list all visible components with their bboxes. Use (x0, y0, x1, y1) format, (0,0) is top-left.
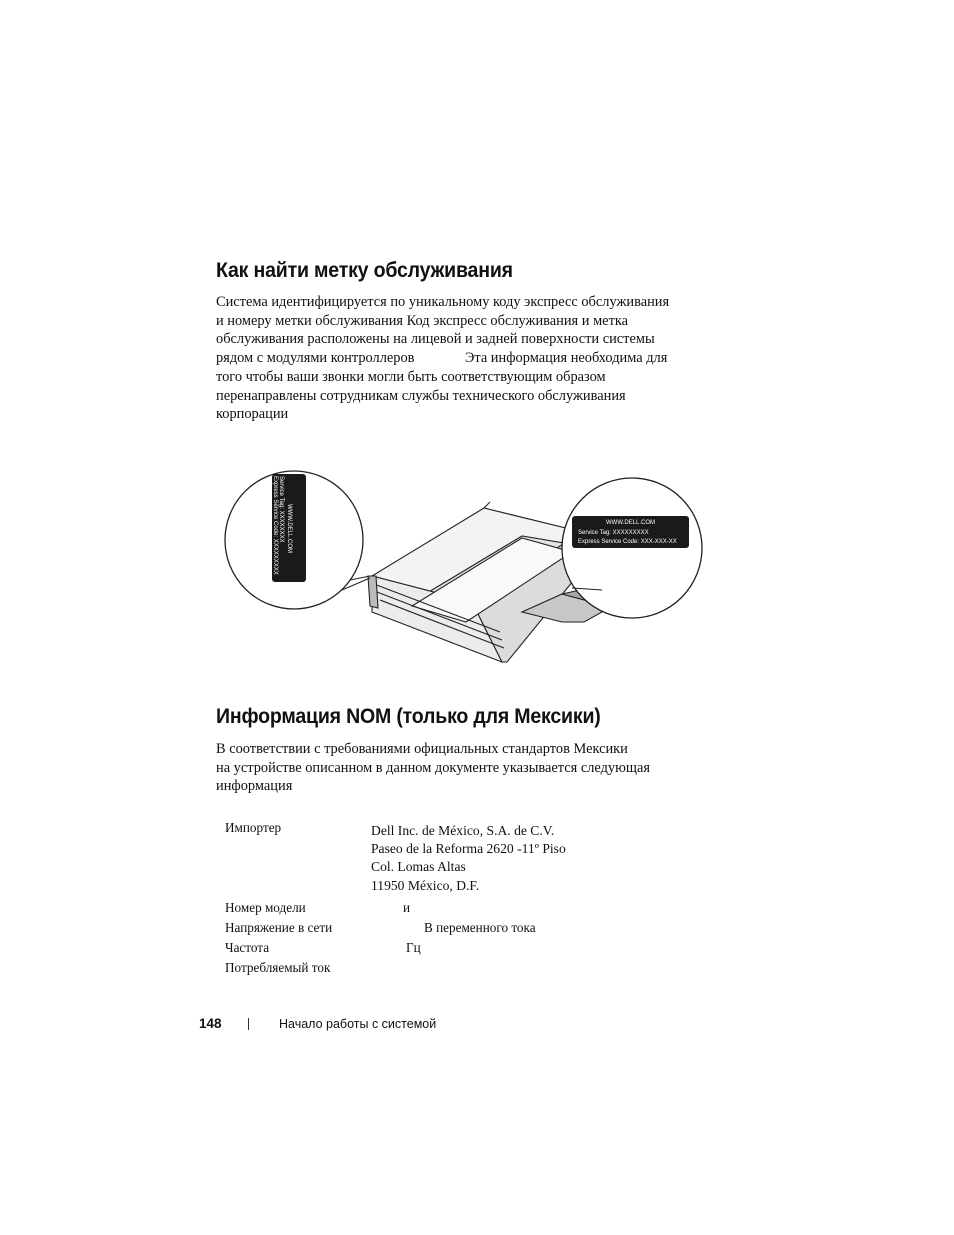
right-label-url: WWW.DELL.COM (606, 520, 655, 526)
importer-address-line: Paseo de la Reforma 2620 -11º Piso (371, 841, 566, 857)
frequency-label: Частота (225, 940, 270, 955)
paragraph-line: корпорации (216, 406, 289, 423)
section-heading-nom: Информация NOM (только для Мексики) (216, 705, 601, 728)
paragraph-line: информация (216, 778, 293, 795)
paragraph-line: В соответствии с требованиями официальных стандартов Мексики (216, 741, 628, 757)
importer-address-line: Col. Lomas Altas (371, 859, 466, 875)
voltage-label: Напряжение в сети (225, 920, 333, 935)
voltage-value: В переменного тока (424, 920, 536, 935)
current-label: Потребляемый ток (225, 960, 331, 975)
left-label-service-tag: Service Tag: XXXXXXXX (278, 476, 284, 543)
importer-address-line: 11950 México, D.F. (371, 877, 480, 893)
nom-paragraph (216, 740, 736, 796)
importer-address-line: Dell Inc. de México, S.A. de C.V. (371, 823, 555, 838)
left-label-express-code: Express Service Code: XXXXXXXXX (272, 476, 278, 575)
importer-address (371, 822, 566, 895)
right-label-zoom (562, 478, 702, 618)
importer-label: Импортер (225, 820, 282, 835)
service-tag-paragraph (216, 293, 736, 424)
right-label-service-tag: Service Tag: XXXXXXXXX (578, 530, 649, 536)
chapter-title: Начало работы с системой (279, 1017, 437, 1031)
model-number-label: Номер модели (225, 900, 306, 915)
right-label-express-code: Express Service Code: XXX-XXX-XX (578, 539, 677, 545)
paragraph-line: Система идентифицируется по уникальному коду экспресс обслуживания (216, 294, 670, 310)
model-number-value: и (403, 900, 411, 915)
paragraph-line: и номеру метки обслуживания Код экспресс обслуживания и метка (216, 312, 629, 329)
paragraph-line: на устройстве описанном в данном документе указывается следующая (216, 759, 650, 776)
service-tag-location-illustration (222, 462, 718, 674)
paragraph-line: рядом с модулями контроллеров Эта информация необходима для (216, 350, 668, 367)
paragraph-line: того чтобы ваши звонки могли быть соответствующим образом (216, 368, 606, 385)
left-label-zoom (225, 471, 370, 609)
frequency-value: Гц (406, 940, 421, 955)
paragraph-line: перенаправлены сотрудникам службы технического обслуживания (216, 387, 626, 404)
left-label-url: WWW.DELL.COM (286, 504, 292, 553)
footer-divider (248, 1018, 249, 1030)
section-heading-service-tag: Как найти метку обслуживания (216, 259, 513, 282)
page-number: 148 (199, 1016, 222, 1031)
paragraph-line: обслуживания расположены на лицевой и задней поверхности системы (216, 331, 655, 348)
